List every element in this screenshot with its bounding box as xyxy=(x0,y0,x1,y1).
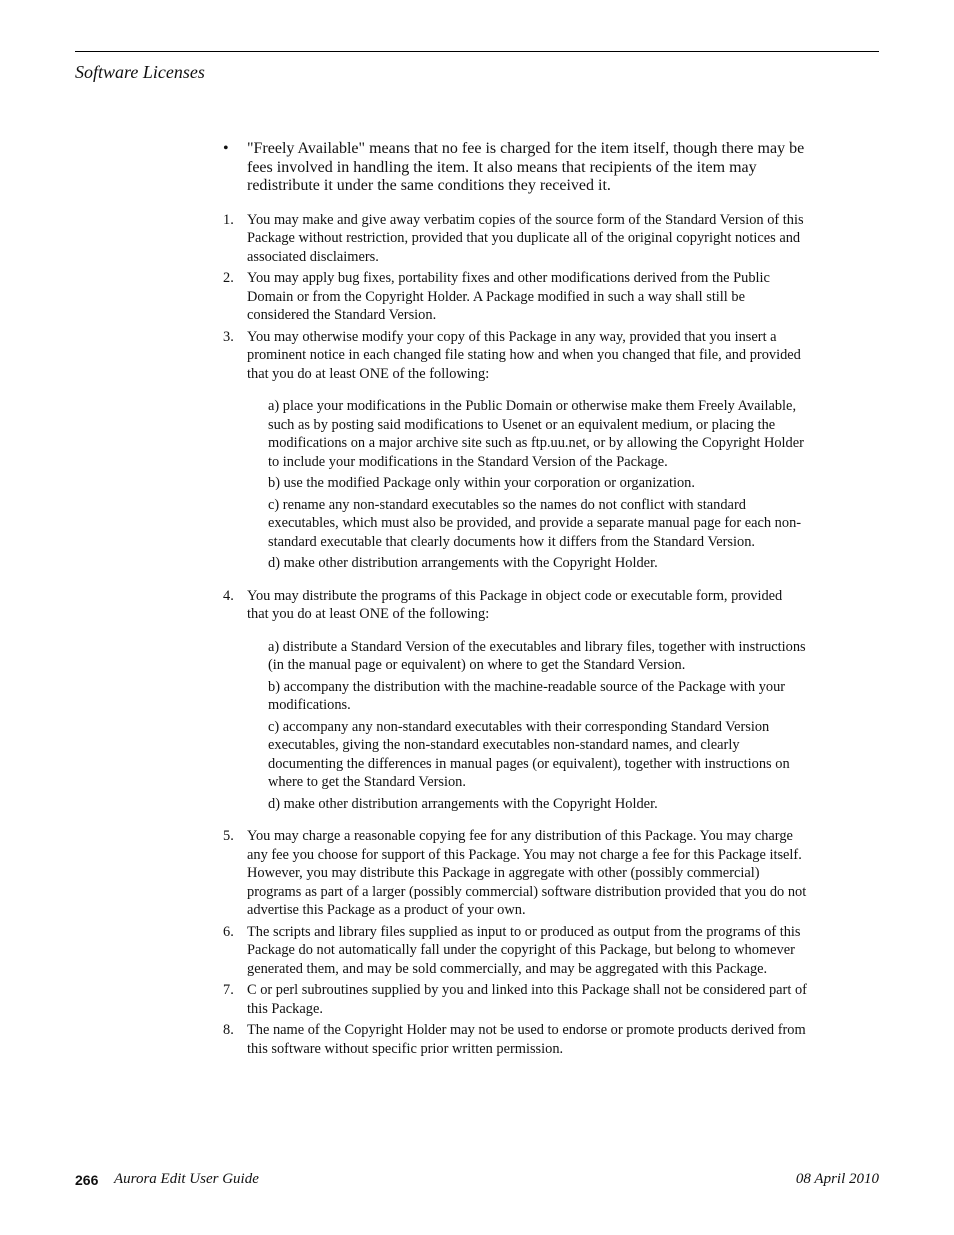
item-text: The scripts and library files supplied as input to or produced as output from the programs of this Package do not automatically fall under the copyright of this Package, but belong to whomever generated them, and may be sold commercially, and may be aggregated with this Package. xyxy=(247,923,801,977)
sub-list xyxy=(247,638,807,814)
sub-item: d) make other distribution arrangements with the Copyright Holder. xyxy=(268,795,658,812)
list-item xyxy=(223,1021,807,1058)
list-item xyxy=(223,587,807,814)
list-item xyxy=(223,328,807,573)
sub-item: c) rename any non-standard executables so the names do not conflict with standard executables, which must also be provided, and provide a separate manual page for each non-standard executable that clearly documents how it differs from the Standard Version. xyxy=(268,496,802,550)
list-item xyxy=(223,827,807,920)
sub-item: d) make other distribution arrangements with the Copyright Holder. xyxy=(268,555,658,571)
guide-title: Aurora Edit User Guide xyxy=(114,1171,259,1187)
list-item xyxy=(223,211,807,267)
bullet-mark: • xyxy=(223,140,229,157)
item-number: 3. xyxy=(223,328,234,345)
license-body xyxy=(223,140,807,1061)
list-item xyxy=(223,923,807,979)
item-number: 2. xyxy=(223,270,234,286)
item-number: 5. xyxy=(223,828,234,844)
item-text: You may otherwise modify your copy of this Package in any way, provided that you insert a prominent notice in each changed file stating how and when you changed that file, and provided that you do at least ONE of the following: xyxy=(247,328,801,382)
item-number: 4. xyxy=(223,587,234,604)
bullet-item xyxy=(223,140,807,196)
item-text: You may distribute the programs of this Package in object code or executable form, provided that you do at least ONE of the following: xyxy=(247,587,783,622)
item-text: You may apply bug fixes, portability fixes and other modifications derived from the Public Domain or from the Copyright Holder. A Package modified in such a way shall still be considered the Standard Version. xyxy=(247,270,770,323)
sub-item: b) use the modified Package only within your corporation or organization. xyxy=(268,475,695,491)
bullet-text: "Freely Available" means that no fee is charged for the item itself, though there may be fees involved in handling the item. It also means that recipients of the item may redistribute it under the same conditions they received it. xyxy=(247,140,805,194)
header-rule xyxy=(75,51,879,52)
item-text: The name of the Copyright Holder may not be used to endorse or promote products derived from this software without specific prior written permission. xyxy=(247,1022,806,1057)
sub-list xyxy=(247,397,807,573)
page-number: 266 xyxy=(75,1172,99,1188)
item-text: C or perl subroutines supplied by you and linked into this Package shall not be considered part of this Package. xyxy=(247,982,807,1017)
list-item xyxy=(223,981,807,1018)
item-number: 1. xyxy=(223,211,234,228)
item-number: 8. xyxy=(223,1022,234,1038)
section-title: Software Licenses xyxy=(75,62,205,82)
list-item xyxy=(223,269,807,325)
sub-item: a) place your modifications in the Public Domain or otherwise make them Freely Available, such as by posting said modifications to Usenet or an equivalent medium, or placing the modifications on a major archive site such as ftp.uu.net, or by allowing the Copyright Holder to include your modifications in the Standard Version of the Package. xyxy=(268,398,804,470)
item-number: 6. xyxy=(223,923,234,940)
item-number: 7. xyxy=(223,982,234,998)
sub-item: a) distribute a Standard Version of the executables and library files, together with instructions (in the manual page or equivalent) on where to get the Standard Version. xyxy=(268,638,806,673)
item-text: You may make and give away verbatim copies of the source form of the Standard Version of this Package without restriction, provided that you duplicate all of the original copyright notices and associated disclaimers. xyxy=(247,211,804,265)
sub-item: b) accompany the distribution with the machine-readable source of the Package with your modifications. xyxy=(268,678,786,713)
publication-date: 08 April 2010 xyxy=(795,1171,879,1187)
sub-item: c) accompany any non-standard executables with their corresponding Standard Version executables, giving the non-standard executables non-standard names, and clearly documenting the differences in manual pages (or equivalent), together with instructions on where to get the Standard Version. xyxy=(268,718,790,790)
item-text: You may charge a reasonable copying fee for any distribution of this Package. You may charge any fee you choose for support of this Package. You may not charge a fee for this Package itself. However, you may distribute this Package in aggregate with other (possibly commercial) programs as part of a larger (possibly commercial) software distribution provided that you do not advertise this Package as a product of your own. xyxy=(247,828,807,918)
